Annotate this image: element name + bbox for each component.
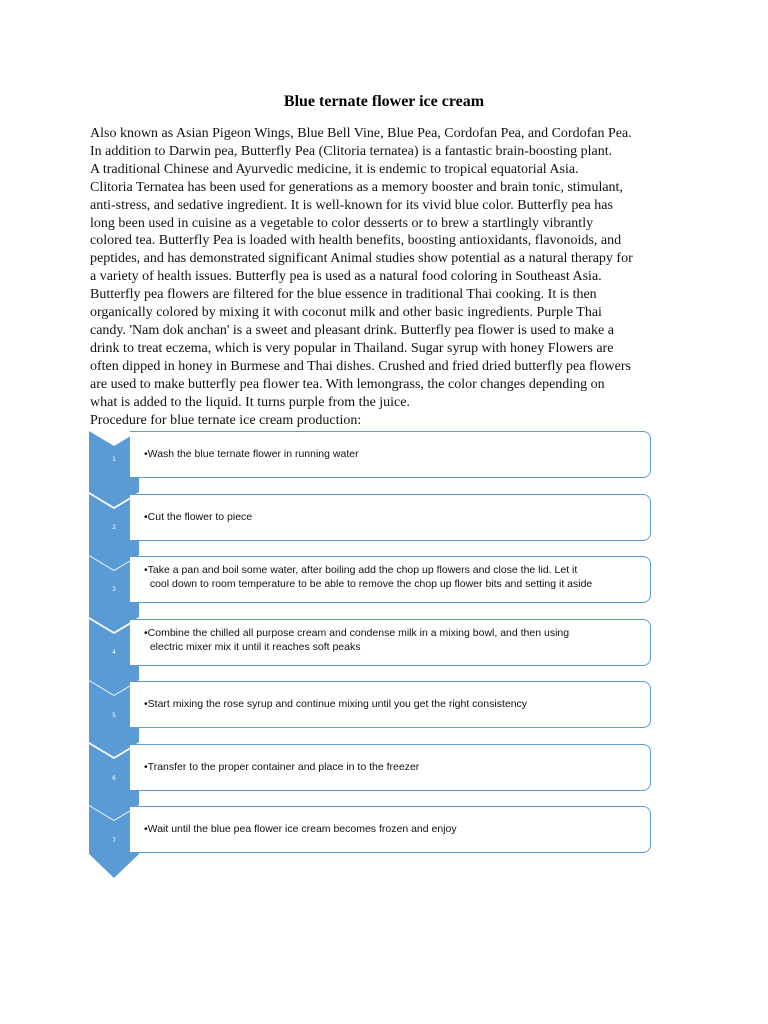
body-line: A traditional Chinese and Ayurvedic medicine, it is endemic to tropical equatorial Asia.: [90, 161, 579, 177]
body-line: In addition to Darwin pea, Butterfly Pea (Clitoria ternatea) is a fantastic brain-boosting plant.: [90, 143, 613, 159]
step-number: 2: [112, 524, 116, 531]
body-line: what is added to the liquid. It turns purple from the juice.: [90, 394, 410, 410]
body-line: colored tea. Butterfly Pea is loaded with health benefits, boosting antioxidants, flavonoids, and: [90, 233, 622, 249]
step-box: [130, 431, 651, 478]
step-text: •Start mixing the rose syrup and continue mixing until you get the right consistency: [144, 698, 528, 710]
body-line: Butterfly pea flowers are filtered for the blue essence in traditional Thai cooking. It is then: [90, 287, 597, 303]
body-line: anti-stress, and sedative ingredient. It is well-known for its vivid blue color. Butterfly pea has: [90, 197, 613, 213]
body-line: Also known as Asian Pigeon Wings, Blue Bell Vine, Blue Pea, Cordofan Pea, and Cordofan Pea.: [90, 126, 632, 141]
body-line: candy. 'Nam dok anchan' is a sweet and pleasant drink. Butterfly pea flower is used to make a: [90, 322, 614, 338]
body-line: Clitoria Ternatea has been used for generations as a memory booster and brain tonic, stimulant,: [90, 179, 623, 195]
step-number: 5: [112, 712, 116, 719]
step-text: •Transfer to the proper container and place in to the freezer: [144, 761, 420, 773]
step-box: [130, 556, 651, 603]
procedure-heading: Procedure for blue ternate ice cream production:: [90, 412, 362, 428]
step-box: [130, 806, 651, 853]
step-number: 3: [112, 586, 116, 593]
body-line: often dipped in honey in Burmese and Thai dishes. Crushed and fried dried butterfly pea flowers: [90, 358, 631, 374]
body-line: are used to make butterfly pea flower tea. With lemongrass, the color changes depending on: [90, 376, 605, 392]
body-line: drink to treat eczema, which is very popular in Thailand. Sugar syrup with honey Flowers are: [90, 340, 614, 356]
step-number: 1: [112, 456, 116, 463]
step-text: •Wash the blue ternate flower in running water: [144, 448, 359, 460]
body-line: peptides, and has demonstrated significant Animal studies show potential as a natural therapy for: [90, 251, 633, 267]
step-text: •Wait until the blue pea flower ice cream becomes frozen and enjoy: [144, 823, 457, 835]
step-text: •Combine the chilled all purpose cream and condense milk in a mixing bowl, and then using: [144, 627, 570, 639]
body-line: long been used in cuisine as a vegetable to color desserts or to brew a startlingly vibrantly: [90, 215, 594, 231]
step-number: 7: [112, 837, 116, 844]
step-box: [130, 681, 651, 728]
step-text: •Take a pan and boil some water, after boiling add the chop up flowers and close the lid. Let it: [144, 564, 578, 576]
step-box: [130, 619, 651, 666]
step-number: 6: [112, 775, 116, 782]
step-text: cool down to room temperature to be able to remove the chop up flower bits and setting it aside: [144, 578, 593, 590]
document-title: Blue ternate flower ice cream: [283, 93, 485, 110]
step-box: [130, 494, 651, 541]
step-text: •Cut the flower to piece: [144, 511, 253, 523]
body-line: a variety of health issues. Butterfly pea is used as a natural food coloring in Southeast Asia.: [90, 269, 602, 285]
step-text: electric mixer mix it until it reaches soft peaks: [144, 641, 361, 653]
step-number: 4: [112, 649, 116, 656]
body-line: organically colored by mixing it with coconut milk and other basic ingredients. Purple Thai: [90, 305, 602, 321]
step-box: [130, 744, 651, 791]
